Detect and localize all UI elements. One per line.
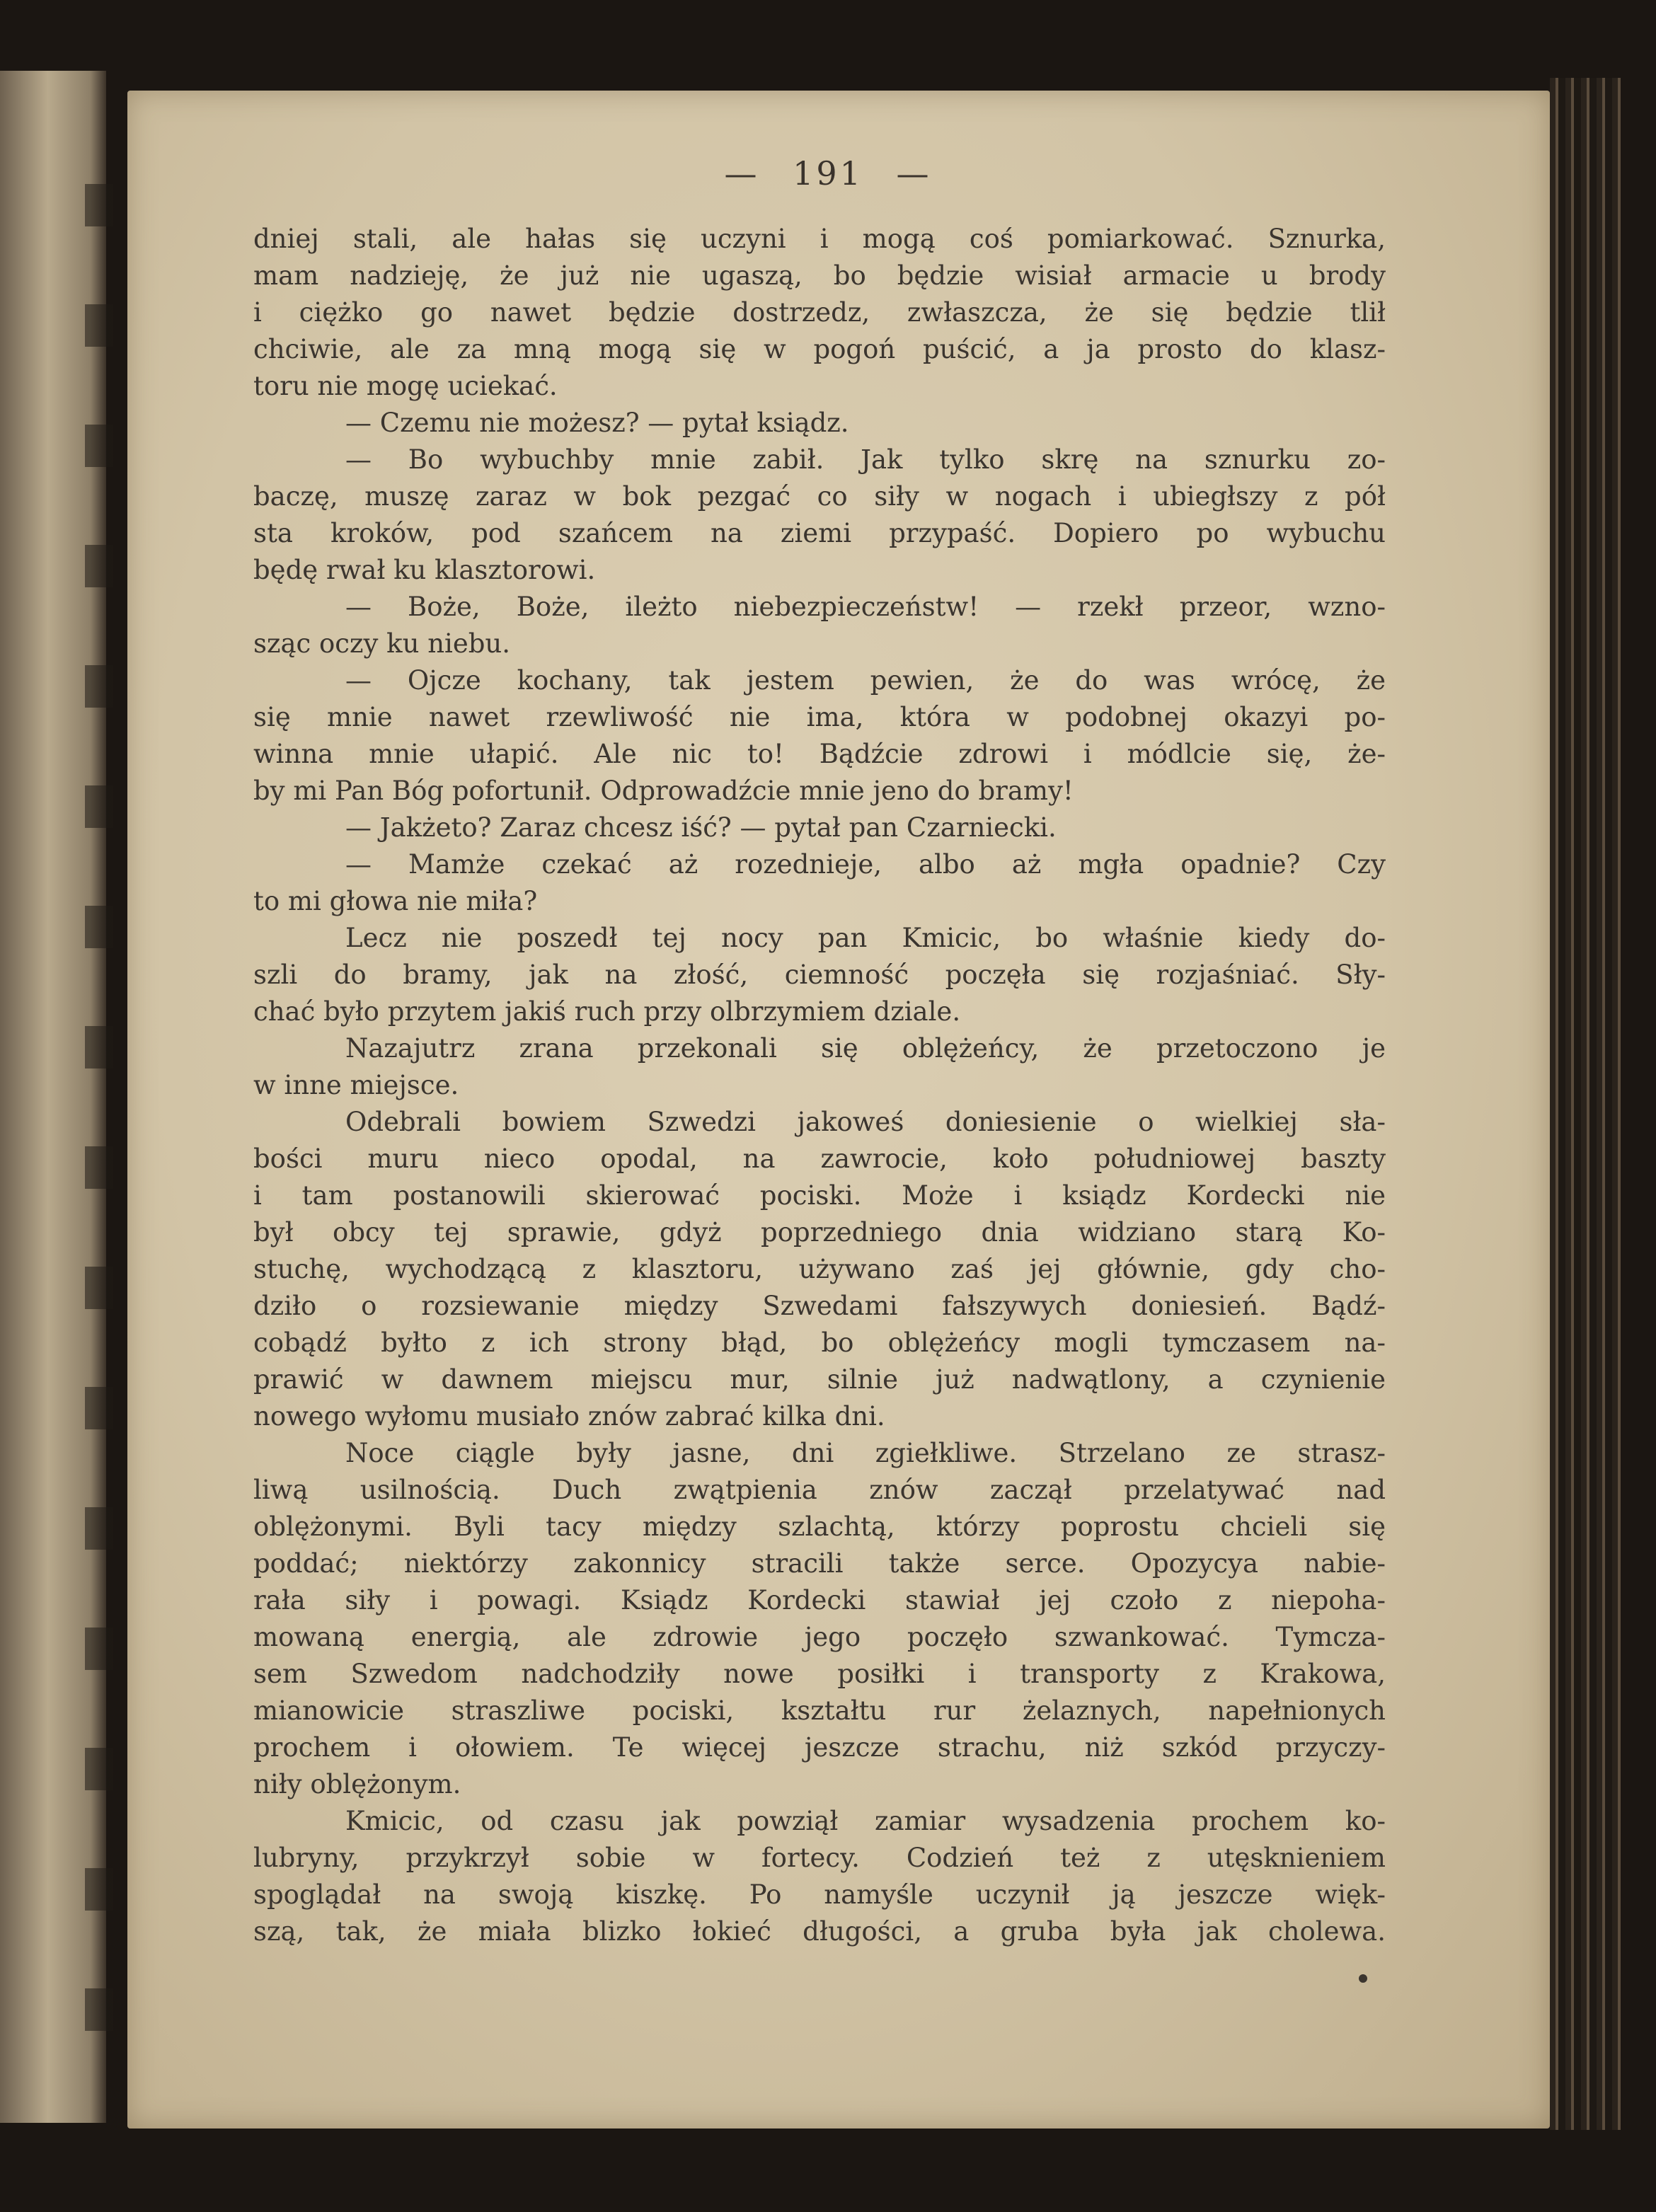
- paragraph: [253, 662, 1386, 810]
- paragraph: [253, 442, 1386, 589]
- text-line: chać było przytem jakiś ruch przy olbrzymiem dziale.: [253, 996, 961, 1027]
- previous-page-gutter-marks: [85, 142, 113, 2052]
- text-line: Nazajutrz zrana przekonali się oblężeńcy, że przetoczono je: [345, 1033, 1386, 1064]
- page-header: [0, 154, 1656, 192]
- text-line: — Mamże czekać aż rozednieje, albo aż mgła opadnie? Czy: [345, 849, 1386, 880]
- paragraph: [253, 589, 1386, 662]
- page-block-edges: [1550, 78, 1621, 2130]
- text-line: Odebrali bowiem Szwedzi jakoweś doniesienie o wielkiej sła-: [345, 1107, 1386, 1137]
- text-line: nowego wyłomu musiało znów zabrać kilka dni.: [253, 1401, 885, 1432]
- paragraph: [253, 1104, 1386, 1435]
- text-line: będę rwał ku klasztorowi.: [253, 555, 596, 585]
- paragraph: [253, 221, 1386, 405]
- text-line: bości muru nieco opodal, na zawrocie, koło południowej baszty: [253, 1144, 1386, 1174]
- text-line: poddać; niektórzy zakonnicy stracili także serce. Opozycya nabie-: [253, 1548, 1386, 1579]
- text-line: liwą usilnością. Duch zwątpienia znów zaczął przelatywać nad: [253, 1475, 1386, 1505]
- text-line: sem Szwedom nadchodziły nowe posiłki i transporty z Krakowa,: [253, 1659, 1386, 1689]
- paragraph: [253, 810, 1386, 846]
- text-line: dziło o rozsiewanie między Szwedami fałszywych doniesień. Bądź-: [253, 1291, 1386, 1321]
- text-line: się mnie nawet rzewliwość nie ima, która w podobnej okazyi po-: [253, 702, 1386, 732]
- text-line: był obcy tej sprawie, gdyż poprzedniego dnia widziano starą Ko-: [253, 1217, 1386, 1248]
- text-line: spoglądał na swoją kiszkę. Po namyśle uczynił ją jeszcze więk-: [253, 1879, 1386, 1910]
- text-line: to mi głowa nie miła?: [253, 886, 538, 916]
- paragraph: [253, 1803, 1386, 1950]
- paragraph: [253, 1435, 1386, 1803]
- text-line: Lecz nie poszedł tej nocy pan Kmicic, bo właśnie kiedy do-: [345, 923, 1386, 953]
- text-line: toru nie mogę uciekać.: [253, 371, 558, 401]
- paragraph: [253, 920, 1386, 1030]
- text-line: prawić w dawnem miejscu mur, silnie już nadwątlony, a czynienie: [253, 1364, 1386, 1395]
- text-line: dniej stali, ale hałas się uczyni i mogą coś pomiarkować. Sznurka,: [253, 224, 1386, 254]
- text-line: prochem i ołowiem. Te więcej jeszcze strachu, niż szkód przyczy-: [253, 1732, 1386, 1763]
- text-line: — Czemu nie możesz? — pytał ksiądz.: [345, 408, 849, 438]
- text-line: sząc oczy ku niebu.: [253, 628, 511, 659]
- text-line: cobądź byłto z ich strony błąd, bo oblężeńcy mogli tymczasem na-: [253, 1327, 1386, 1358]
- text-line: niły oblężonym.: [253, 1769, 461, 1799]
- text-line: rała siły i powagi. Ksiądz Kordecki stawiał jej czoło z niepoha-: [253, 1585, 1386, 1615]
- text-line: w inne miejsce.: [253, 1070, 459, 1100]
- text-line: — Ojcze kochany, tak jestem pewien, że do was wrócę, że: [345, 665, 1386, 696]
- text-line: mowaną energią, ale zdrowie jego poczęło szwankować. Tymcza-: [253, 1622, 1386, 1652]
- text-line: baczę, muszę zaraz w bok pezgać co siły w nogach i ubiegłszy z pół: [253, 481, 1386, 512]
- text-line: i tam postanowili skierować pociski. Może i ksiądz Kordecki nie: [253, 1180, 1386, 1211]
- folio-dash-left: —: [724, 154, 760, 192]
- page-number: 191: [793, 154, 863, 192]
- text-line: szli do bramy, jak na złość, ciemność poczęła się rozjaśniać. Sły-: [253, 960, 1386, 990]
- text-line: winna mnie ułapić. Ale nic to! Bądźcie zdrowi i módlcie się, że-: [253, 739, 1386, 769]
- text-line: sta kroków, pod szańcem na ziemi przypaść. Dopiero po wybuchu: [253, 518, 1386, 548]
- paragraph: [253, 846, 1386, 920]
- ink-speck: [1359, 1974, 1367, 1983]
- text-line: szą, tak, że miała blizko łokieć długości, a gruba była jak cholewa.: [253, 1916, 1386, 1947]
- text-line: — Bo wybuchby mnie zabił. Jak tylko skrę na sznurku zo-: [345, 444, 1386, 475]
- text-line: mianowicie straszliwe pociski, kształtu rur żelaznych, napełnionych: [253, 1695, 1386, 1726]
- text-line: Noce ciągle były jasne, dni zgiełkliwe. Strzelano ze strasz-: [345, 1438, 1386, 1468]
- body-text: [253, 221, 1386, 1950]
- text-line: mam nadzieję, że już nie ugaszą, bo będzie wisiał armacie u brody: [253, 260, 1386, 291]
- paragraph: [253, 1030, 1386, 1104]
- text-line: lubryny, przykrzył sobie w fortecy. Codzień też z utęsknieniem: [253, 1843, 1386, 1873]
- folio-dash-right: —: [896, 154, 932, 192]
- paragraph: [253, 405, 1386, 442]
- text-line: oblężonymi. Byli tacy między szlachtą, którzy poprostu chcieli się: [253, 1511, 1386, 1542]
- text-line: — Boże, Boże, ileżto niebezpieczeństw! — rzekł przeor, wzno-: [345, 592, 1386, 622]
- text-line: i ciężko go nawet będzie dostrzedz, zwłaszcza, że się będzie tlił: [253, 297, 1386, 328]
- text-line: stuchę, wychodzącą z klasztoru, używano zaś jej głównie, gdy cho-: [253, 1254, 1386, 1284]
- text-line: by mi Pan Bóg pofortunił. Odprowadźcie mnie jeno do bramy!: [253, 776, 1074, 806]
- text-line: chciwie, ale za mną mogą się w pogoń puścić, a ja prosto do klasz-: [253, 334, 1386, 364]
- text-line: Kmicic, od czasu jak powziął zamiar wysadzenia prochem ko-: [345, 1806, 1386, 1836]
- text-line: — Jakżeto? Zaraz chcesz iść? — pytał pan Czarniecki.: [345, 812, 1057, 843]
